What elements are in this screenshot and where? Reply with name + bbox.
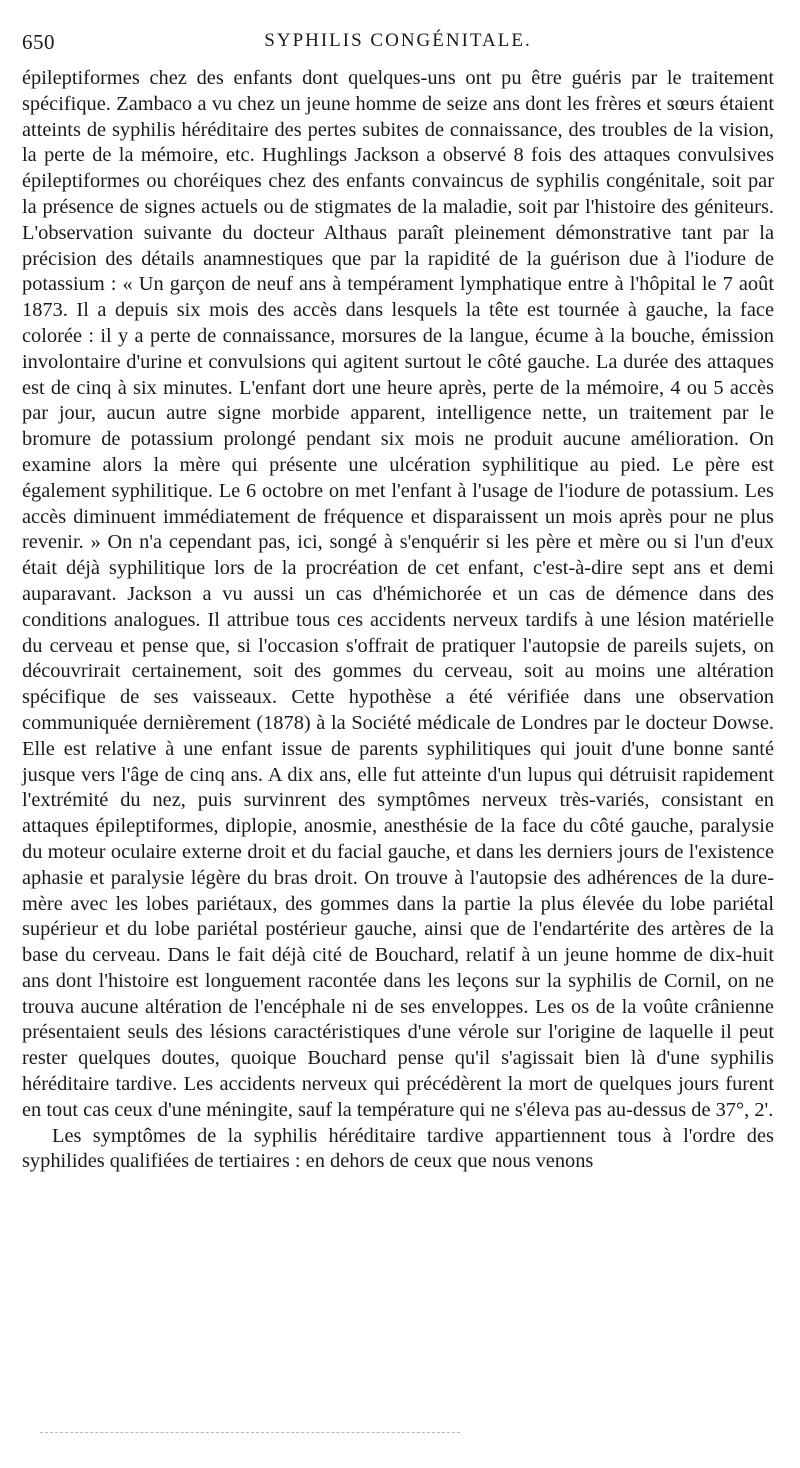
footer-rule — [40, 1432, 460, 1433]
paragraph: Les symptômes de la syphilis héréditaire tardive appartiennent tous à l'ordre des syphilides qualifiées de tertiaires : en dehors de ceux que nous venons — [22, 1124, 774, 1173]
paragraph: épileptiformes chez des enfants dont quelques-uns ont pu être guéris par le traitement spécifique. Zambaco a vu chez un jeune homme de seize ans dont les frères et sœurs étaient atteints de syphilis héréditaire des pertes subites de connaissance, des troubles de la vision, la perte de la mémoire, etc. Hughlings Jackson a observé 8 fois des attaques convulsives épileptiformes ou choréiques chez des enfants convaincus de syphilis congénitale, soit par la présence de signes actuels ou de stigmates de la maladie, soit par l'histoire des géniteurs. L'observation suivante du docteur Althaus paraît pleinement démonstrative tant par la précision des détails anamnestiques que par la rapidité de la guérison due à l'iodure de potassium : « Un garçon de neuf ans à tempérament lymphatique entre à l'hôpital le 7 août 1873. Il a depuis six mois des accès dans lesquels la tête est tournée à gauche, la face colorée : il y a perte de connaissance, morsures de la langue, écume à la bouche, émission involontaire d'urine et convulsions qui agitent surtout le côté gauche. La durée des attaques est de cinq à six minutes. L'enfant dort une heure après, perte de la mémoire, 4 ou 5 accès par jour, aucun autre signe morbide apparent, intelligence nette, un traitement par le bromure de potassium prolongé pendant six mois ne produit aucune amélioration. On examine alors la mère qui présente une ulcération syphilitique au pied. Le père est également syphilitique. Le 6 octobre on met l'enfant à l'usage de l'iodure de potassium. Les accès diminuent immédiatement de fréquence et disparaissent un mois après pour ne plus revenir. » On n'a cependant pas, ici, songé à s'enquérir si les père et mère ou si l'un d'eux était déjà syphilitique lors de la procréation de cet enfant, c'est-à-dire sept ans et demi auparavant. Jackson a vu aussi un cas d'hémichorée et un cas de démence dans des conditions analogues. Il attribue tous ces accidents nerveux tardifs à une lésion matérielle du cerveau et pense que, si l'occasion s'offrait de pratiquer l'autopsie de pareils sujets, on découvrirait certainement, soit des gommes du cerveau, soit au moins une altération spécifique de ses vaisseaux. Cette hypothèse a été vérifiée dans une observation communiquée dernièrement (1878) à la Société médicale de Londres par le docteur Dowse. Elle est relative à une enfant issue de parents syphilitiques qui jouit d'une bonne santé jusque vers l'âge de cinq ans. A dix ans, elle fut atteinte d'un lupus qui détruisit rapidement l'extrémité du nez, puis survinrent des symptômes nerveux très-variés, consistant en attaques épileptiformes, diplopie, anosmie, anesthésie de la face du côté gauche, paralysie du moteur oculaire externe droit et du facial gauche, et dans les derniers jours de l'existence aphasie et paralysie légère du bras droit. On trouve à l'autopsie des adhérences de la dure-mère avec les lobes pariétaux, des gommes dans la partie la plus élevée du lobe pariétal supérieur et du lobe pariétal postérieur gauche, ainsi que de l'endartérite des artères de la base du cerveau. Dans le fait déjà cité de Bouchard, relatif à un jeune homme de dix-huit ans dont l'histoire est longuement racontée dans les leçons sur la syphilis de Cornil, on ne trouva aucune altération de l'encéphale ni de ses enveloppes. Les os de la voûte crânienne présentaient seuls des lésions caractéristiques d'une vérole sur l'origine de laquelle il peut rester quelques doutes, quoique Bouchard pense qu'il s'agissait bien là d'une syphilis héréditaire tardive. Les accidents nerveux qui précédèrent la mort de quelques jours furent en tout cas ceux d'une méningite, sauf la température qui ne s'éleva pas au-dessus de 37°, 2'. — [22, 67, 774, 1121]
running-head — [22, 30, 774, 56]
body-text — [22, 66, 774, 1175]
page-number: 650 — [22, 30, 55, 54]
running-title: SYPHILIS CONGÉNITALE. — [264, 30, 532, 51]
